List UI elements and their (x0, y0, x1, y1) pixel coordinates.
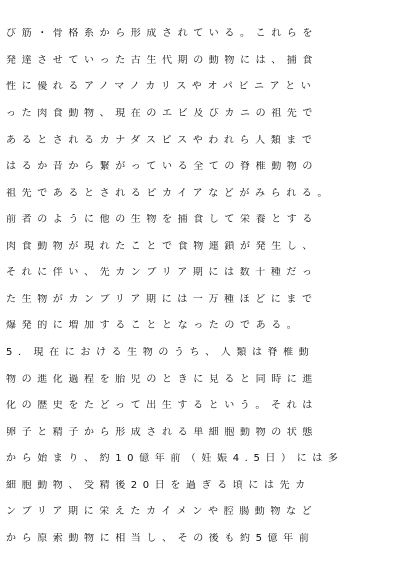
text-line-19: ンブリア期に栄えたカイメンや腔腸動物など (6, 506, 318, 517)
text-line-6: はるか昔から繋がっている全ての脊椎動物の (6, 161, 318, 172)
text-line-16: 卵子と精子から形成される単細胞動物の状態 (6, 427, 318, 438)
text-line-9: 肉食動物が現れたことで食物連鎖が発生し、 (6, 241, 318, 252)
text-line-3: 性に優れるアノマノカリスやオパビニアとい (6, 81, 317, 92)
text-line-12: 爆発的に増加することとなったのである。 (6, 320, 303, 331)
text-line-14: 物の進化過程を胎児のときに見ると同時に進 (6, 374, 318, 385)
text-line-20: から原索動物に相当し、その後も約5億年前 (6, 533, 315, 544)
text-line-13: 5．現在における生物のうち、人類は脊椎動 (6, 347, 315, 358)
text-line-18: 細胞動物、受精後20日を過ぎる頃には先カ (6, 480, 311, 491)
text-line-4: った肉食動物、現在のエビ及びカニの祖先で (6, 108, 318, 119)
text-line-11: た生物がカンブリア期には一万種ほどにまで (6, 294, 318, 305)
text-line-7: 祖先であるとされるピカイアなどがみられる。 (6, 188, 333, 199)
text-line-8: 前者のように他の生物を捕食して栄養とする (6, 214, 318, 225)
text-line-10: それに伴い、先カンブリア期には数十種だっ (6, 267, 318, 278)
text-line-2: 発達させていった古生代期の動物には、捕食 (6, 55, 318, 66)
text-line-5: あるとされるカナダスピスやわれら人類まで (6, 135, 318, 146)
text-line-15: 化の歴史をたどって出生するという。それは (6, 400, 318, 411)
text-line-17: から始まり、約10億年前（妊娠4.5日）には多 (6, 453, 344, 464)
text-line-1: び筋・骨格系から形成されている。これらを (6, 28, 318, 39)
